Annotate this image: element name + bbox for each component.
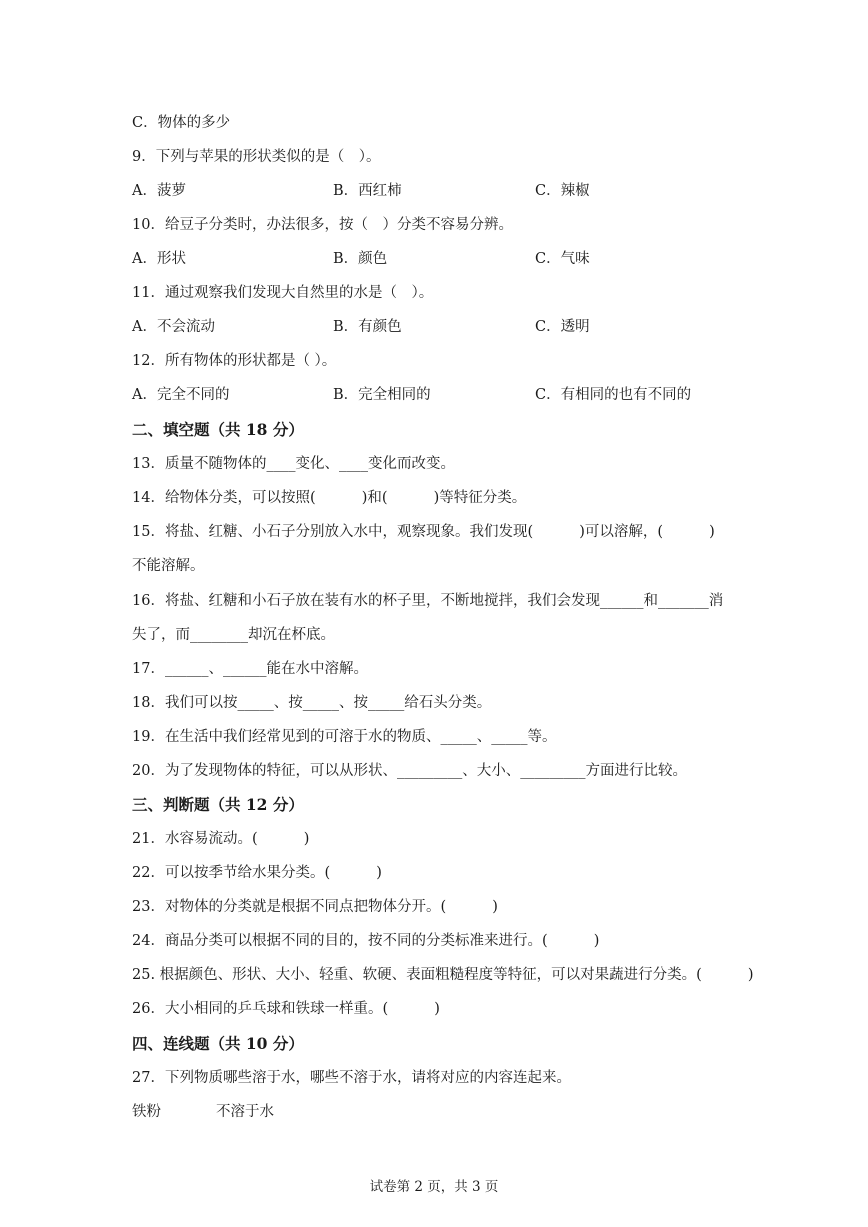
q9-option-b: B．西红柿 bbox=[333, 183, 402, 199]
question-12: 12．所有物体的形状都是（ ）。 bbox=[132, 353, 337, 369]
match-left-item: 铁粉 bbox=[132, 1104, 161, 1120]
question-22: 22．可以按季节给水果分类。( ) bbox=[132, 865, 382, 881]
question-15-line-2: 不能溶解。 bbox=[132, 558, 205, 574]
question-27: 27．下列物质哪些溶于水，哪些不溶于水，请将对应的内容连起来。 bbox=[132, 1070, 571, 1086]
question-25: 25. 根据颜色、形状、大小、轻重、软硬、表面粗糙程度等特征，可以对果蔬进行分类。( ) bbox=[132, 967, 754, 983]
question-21: 21．水容易流动。( ) bbox=[132, 831, 310, 847]
q11-option-a: A．不会流动 bbox=[132, 319, 215, 335]
question-26: 26．大小相同的乒乓球和铁球一样重。( ) bbox=[132, 1001, 440, 1017]
match-right-item: 不溶于水 bbox=[216, 1104, 274, 1120]
page-footer: 试卷第 2 页，共 3 页 bbox=[369, 1179, 499, 1195]
q12-option-c: C．有相同的也有不同的 bbox=[535, 387, 692, 403]
question-20: 20．为了发现物体的特征，可以从形状、_________、大小、_________方面进行比较。 bbox=[132, 763, 687, 779]
question-23: 23．对物体的分类就是根据不同点把物体分开。( ) bbox=[132, 899, 498, 915]
q11-option-c: C．透明 bbox=[535, 319, 590, 335]
question-13: 13．质量不随物体的____变化、____变化而改变。 bbox=[132, 456, 455, 472]
question-16-line-2: 失了，而________却沉在杯底。 bbox=[132, 627, 335, 643]
section-heading-fill-in: 二、填空题（共 18 分） bbox=[132, 420, 304, 439]
question-14: 14．给物体分类，可以按照( )和( )等特征分类。 bbox=[132, 490, 527, 506]
q12-option-a: A．完全不同的 bbox=[132, 387, 230, 403]
question-24: 24．商品分类可以根据不同的目的，按不同的分类标准来进行。( ) bbox=[132, 933, 600, 949]
question-16-line-1: 16．将盐、红糖和小石子放在装有水的杯子里，不断地搅拌，我们会发现______和_______消 bbox=[132, 593, 724, 609]
question-18: 18．我们可以按_____、按_____、按_____给石头分类。 bbox=[132, 695, 492, 711]
q9-option-c: C．辣椒 bbox=[535, 183, 590, 199]
q10-option-b: B．颜色 bbox=[333, 251, 388, 267]
q10-option-a: A．形状 bbox=[132, 251, 186, 267]
question-11: 11．通过观察我们发现大自然里的水是（ ）。 bbox=[132, 285, 434, 301]
q11-option-b: B．有颜色 bbox=[333, 319, 402, 335]
q10-option-c: C．气味 bbox=[535, 251, 590, 267]
question-15-line-1: 15．将盐、红糖、小石子分别放入水中，观察现象。我们发现( )可以溶解，( ) bbox=[132, 524, 715, 540]
question-17: 17．______、______能在水中溶解。 bbox=[132, 661, 368, 677]
q9-option-a: A．菠萝 bbox=[132, 183, 186, 199]
option-c-q8: C．物体的多少 bbox=[132, 115, 231, 131]
q12-option-b: B．完全相同的 bbox=[333, 387, 431, 403]
question-9: 9．下列与苹果的形状类似的是（ ）。 bbox=[132, 149, 381, 165]
section-heading-matching: 四、连线题（共 10 分） bbox=[132, 1034, 304, 1053]
question-19: 19．在生活中我们经常见到的可溶于水的物质、_____、_____等。 bbox=[132, 729, 557, 745]
section-heading-true-false: 三、判断题（共 12 分） bbox=[132, 795, 304, 814]
question-10: 10．给豆子分类时，办法很多，按（ ）分类不容易分辨。 bbox=[132, 217, 513, 233]
